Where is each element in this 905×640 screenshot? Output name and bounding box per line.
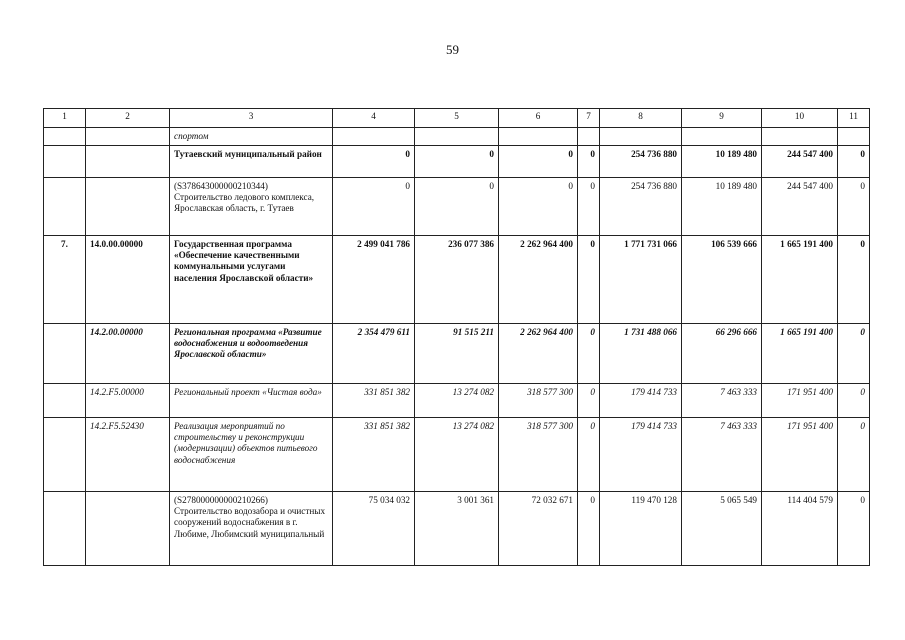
amount-cell: 0 [838, 324, 870, 384]
code-cell: 14.0.00.00000 [86, 236, 170, 324]
amount-cell: 66 296 666 [682, 324, 762, 384]
amount-cell [333, 128, 415, 146]
name-cell: (S278000000000210266) Строительство водозабора и очистных сооружений водоснабжения в г. Любиме, Любимский муниципальный [170, 492, 333, 566]
amount-cell: 0 [578, 418, 600, 492]
amount-cell: 0 [838, 492, 870, 566]
name-cell: Региональная программа «Развитие водоснабжения и водоотведения Ярославской области» [170, 324, 333, 384]
amount-cell: 0 [578, 146, 600, 178]
amount-cell: 318 577 300 [499, 418, 578, 492]
amount-cell: 0 [838, 384, 870, 418]
amount-cell: 7 463 333 [682, 418, 762, 492]
row-number-cell [44, 324, 86, 384]
amount-cell: 3 001 361 [415, 492, 499, 566]
column-header: 6 [499, 109, 578, 128]
amount-cell [499, 128, 578, 146]
amount-cell: 0 [333, 178, 415, 236]
table-row [44, 236, 870, 324]
amount-cell: 0 [838, 418, 870, 492]
name-cell: (S378643000000210344) Строительство ледового комплекса, Ярославская область, г. Тутаев [170, 178, 333, 236]
amount-cell: 0 [578, 236, 600, 324]
amount-cell: 0 [578, 324, 600, 384]
page-number: 59 [446, 42, 459, 57]
column-header: 1 [44, 109, 86, 128]
table-row [44, 324, 870, 384]
amount-cell: 1 771 731 066 [600, 236, 682, 324]
amount-cell: 0 [499, 146, 578, 178]
name-cell: Реализация мероприятий по строительству и реконструкции (модернизации) объектов питьевого водоснабжения [170, 418, 333, 492]
amount-cell: 72 032 671 [499, 492, 578, 566]
table-row [44, 492, 870, 566]
amount-cell: 236 077 386 [415, 236, 499, 324]
name-cell: Государственная программа «Обеспечение качественными коммунальными услугами населения Ярославской области» [170, 236, 333, 324]
amount-cell: 171 951 400 [762, 418, 838, 492]
column-header: 3 [170, 109, 333, 128]
amount-cell: 244 547 400 [762, 178, 838, 236]
amount-cell: 2 262 964 400 [499, 236, 578, 324]
amount-cell: 0 [578, 384, 600, 418]
row-number-cell [44, 178, 86, 236]
budget-table [43, 108, 870, 566]
amount-cell: 114 404 579 [762, 492, 838, 566]
amount-cell [762, 128, 838, 146]
amount-cell: 0 [838, 146, 870, 178]
amount-cell: 0 [578, 492, 600, 566]
amount-cell: 5 065 549 [682, 492, 762, 566]
name-cell: спортом [170, 128, 333, 146]
amount-cell: 179 414 733 [600, 384, 682, 418]
amount-cell: 0 [578, 178, 600, 236]
amount-cell: 0 [838, 236, 870, 324]
code-cell: 14.2.F5.52430 [86, 418, 170, 492]
table-row [44, 418, 870, 492]
row-number-cell [44, 384, 86, 418]
column-header: 7 [578, 109, 600, 128]
table-row [44, 384, 870, 418]
row-number-cell: 7. [44, 236, 86, 324]
amount-cell: 254 736 880 [600, 178, 682, 236]
amount-cell: 2 499 041 786 [333, 236, 415, 324]
amount-cell: 0 [415, 178, 499, 236]
amount-cell: 1 731 488 066 [600, 324, 682, 384]
code-cell [86, 178, 170, 236]
amount-cell [682, 128, 762, 146]
amount-cell: 0 [499, 178, 578, 236]
code-cell: 14.2.F5.00000 [86, 384, 170, 418]
amount-cell [838, 128, 870, 146]
amount-cell: 331 851 382 [333, 384, 415, 418]
code-cell: 14.2.00.00000 [86, 324, 170, 384]
column-header: 5 [415, 109, 499, 128]
amount-cell: 13 274 082 [415, 384, 499, 418]
row-number-cell [44, 146, 86, 178]
amount-cell [578, 128, 600, 146]
amount-cell: 1 665 191 400 [762, 236, 838, 324]
table-row [44, 146, 870, 178]
amount-cell: 0 [838, 178, 870, 236]
row-number-cell [44, 128, 86, 146]
amount-cell [415, 128, 499, 146]
amount-cell: 75 034 032 [333, 492, 415, 566]
row-number-cell [44, 418, 86, 492]
amount-cell: 1 665 191 400 [762, 324, 838, 384]
amount-cell: 0 [415, 146, 499, 178]
column-header: 4 [333, 109, 415, 128]
amount-cell: 244 547 400 [762, 146, 838, 178]
amount-cell [600, 128, 682, 146]
amount-cell: 91 515 211 [415, 324, 499, 384]
amount-cell: 2 354 479 611 [333, 324, 415, 384]
code-cell [86, 492, 170, 566]
amount-cell: 10 189 480 [682, 146, 762, 178]
amount-cell: 7 463 333 [682, 384, 762, 418]
column-header: 10 [762, 109, 838, 128]
amount-cell: 254 736 880 [600, 146, 682, 178]
amount-cell: 119 470 128 [600, 492, 682, 566]
name-cell: Тутаевский муниципальный район [170, 146, 333, 178]
row-number-cell [44, 492, 86, 566]
table-header-row [44, 109, 870, 128]
name-cell: Региональный проект «Чистая вода» [170, 384, 333, 418]
amount-cell: 13 274 082 [415, 418, 499, 492]
column-header: 9 [682, 109, 762, 128]
amount-cell: 10 189 480 [682, 178, 762, 236]
code-cell [86, 146, 170, 178]
column-header: 11 [838, 109, 870, 128]
amount-cell: 318 577 300 [499, 384, 578, 418]
amount-cell: 2 262 964 400 [499, 324, 578, 384]
table-row [44, 178, 870, 236]
table-row [44, 128, 870, 146]
code-cell [86, 128, 170, 146]
column-header: 2 [86, 109, 170, 128]
amount-cell: 171 951 400 [762, 384, 838, 418]
amount-cell: 0 [333, 146, 415, 178]
amount-cell: 331 851 382 [333, 418, 415, 492]
amount-cell: 106 539 666 [682, 236, 762, 324]
column-header: 8 [600, 109, 682, 128]
amount-cell: 179 414 733 [600, 418, 682, 492]
